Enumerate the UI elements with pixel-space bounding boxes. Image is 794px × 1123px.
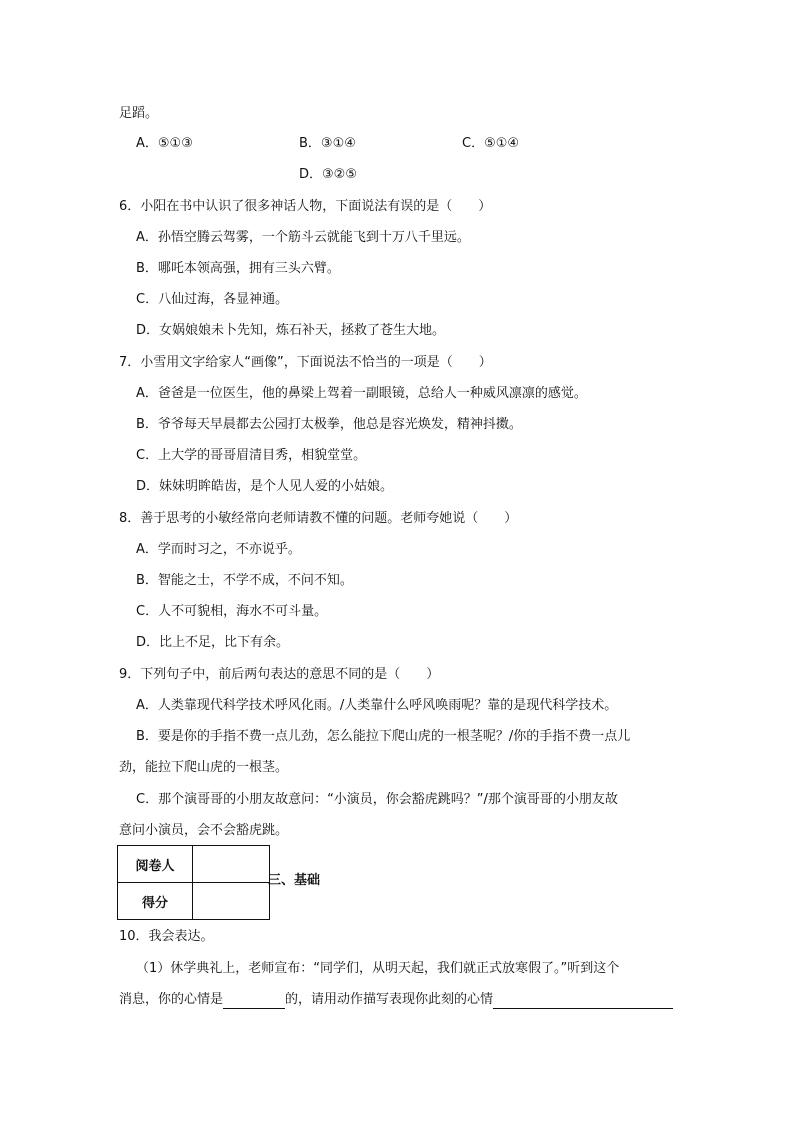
q5-option-c: C．⑤①④: [462, 136, 520, 151]
q10-text-mid: 的，请用动作描写表现你此刻的心情: [285, 992, 494, 1007]
question-8: 8．善于思考的小敏经常向老师请教不懂的问题。老师夸她说（ ）: [119, 511, 518, 526]
question-6: 6．小阳在书中认识了很多神话人物，下面说法有误的是（ ）: [119, 199, 492, 214]
q7-option-b: B．爷爷每天早晨都去公园打太极拳，他总是容光焕发，精神抖擞。: [136, 417, 522, 432]
reviewer-label: 阅卷人: [118, 846, 193, 883]
q8-option-d: D．比上不足，比下有余。: [136, 635, 290, 650]
q9-option-b-line2: 劲，能拉下爬山虎的一根茎。: [119, 760, 289, 775]
score-label: 得分: [118, 883, 193, 920]
q10-part1-line1: （1）休学典礼上，老师宣布：“同学们，从明天起，我们就正式放寒假了。”听到这个: [136, 961, 620, 976]
q6-option-c: C．八仙过海，各显神通。: [136, 292, 289, 307]
question-9: 9．下列句子中，前后两句表达的意思不同的是（ ）: [119, 667, 440, 682]
q9-option-c-line1: C．那个演哥哥的小朋友故意问：“小演员，你会豁虎跳吗？”/那个演哥哥的小朋友故: [136, 792, 618, 807]
text-line: 足蹈。: [119, 106, 159, 121]
q6-option-b: B．哪吒本领高强，拥有三头六臂。: [136, 261, 340, 276]
mood-blank[interactable]: [223, 994, 285, 1009]
q7-option-c: C．上大学的哥哥眉清目秀，相貌堂堂。: [136, 448, 367, 463]
q8-option-a: A．学而时习之，不亦说乎。: [136, 542, 301, 557]
question-10: 10．我会表达。: [119, 929, 214, 944]
q5-option-b: B．③①④: [299, 136, 356, 151]
score-table: [117, 845, 270, 920]
question-7: 7．小雪用文字给家人“画像”，下面说法不恰当的一项是（ ）: [119, 355, 492, 370]
section-title: 三、基础: [268, 873, 321, 888]
q6-option-a: A．孙悟空腾云驾雾，一个筋斗云就能飞到十万八千里远。: [136, 230, 470, 245]
q8-option-b: B．智能之士，不学不成，不问不知。: [136, 573, 353, 588]
action-blank[interactable]: [493, 994, 673, 1009]
q7-option-d: D．妹妹明眸皓齿，是个人见人爱的小姑娘。: [136, 479, 394, 494]
q7-option-a: A．爸爸是一位医生，他的鼻梁上驾着一副眼镜，总给人一种威风凛凛的感觉。: [136, 386, 587, 401]
q6-option-d: D．女娲娘娘未卜先知，炼石补天，拯救了苍生大地。: [136, 323, 446, 338]
q8-option-c: C．人不可貌相，海水不可斗量。: [136, 604, 328, 619]
reviewer-cell[interactable]: [193, 846, 270, 883]
q10-text-pre: 消息，你的心情是: [119, 992, 224, 1007]
q9-option-a: A．人类靠现代科学技术呼风化雨。/人类靠什么呼风唤雨呢？靠的是现代科学技术。: [136, 698, 618, 713]
score-cell[interactable]: [193, 883, 270, 920]
q10-part1-line2: [119, 991, 673, 1009]
q5-option-d: D．③②⑤: [299, 167, 357, 182]
q9-option-c-line2: 意问小演员，会不会豁虎跳。: [119, 823, 289, 838]
q5-option-a: A．⑤①③: [136, 136, 193, 151]
q9-option-b-line1: B．要是你的手指不费一点儿劲，怎么能拉下爬山虎的一根茎呢？/你的手指不费一点儿: [136, 729, 631, 744]
